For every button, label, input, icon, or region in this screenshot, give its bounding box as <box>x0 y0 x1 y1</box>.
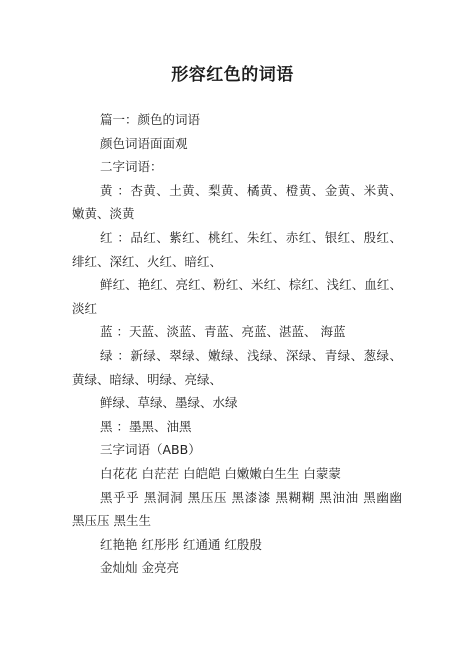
paragraph: 三字词语（ABB） <box>100 442 201 458</box>
paragraph: 鲜绿、草绿、墨绿、水绿 <box>100 395 238 411</box>
paragraph: 黑 ：墨黑、油黑 <box>100 418 192 434</box>
paragraph: 篇一：颜色的词语 <box>100 112 201 127</box>
document-body <box>72 108 402 580</box>
paragraph: 金灿灿 金亮亮 <box>100 560 179 576</box>
document-title: 形容红色的词语 <box>171 65 294 85</box>
paragraph: 红艳艳 红彤彤 红通通 红殷殷 <box>100 536 262 552</box>
paragraph: 鲜红、艳红、亮红、粉红、米红、棕红、浅红、血红、淡红 <box>72 277 402 316</box>
paragraph: 二字词语： <box>100 159 163 175</box>
paragraph: 蓝 ：天蓝、淡蓝、青蓝、亮蓝、湛蓝、 海蓝 <box>100 324 346 340</box>
paragraph: 黄 ：杏黄、土黄、梨黄、橘黄、橙黄、金黄、米黄、嫩黄、淡黄 <box>72 182 402 222</box>
paragraph: 绿 ：新绿、翠绿、嫩绿、浅绿、深绿、青绿、葱绿、黄绿、暗绿、明绿、亮绿、 <box>72 347 402 387</box>
paragraph: 黑乎乎 黑洞洞 黑压压 黑漆漆 黑糊糊 黑油油 黑幽幽 黑压压 黑生生 <box>72 489 402 529</box>
paragraph: 白花花 白茫茫 白皑皑 白嫩嫩白生生 白蒙蒙 <box>100 465 341 481</box>
paragraph: 红 ：品红、紫红、桃红、朱红、赤红、银红、殷红、绯红、深红、火红、暗红、 <box>72 229 402 269</box>
paragraph: 颜色词语面面观 <box>100 135 188 151</box>
